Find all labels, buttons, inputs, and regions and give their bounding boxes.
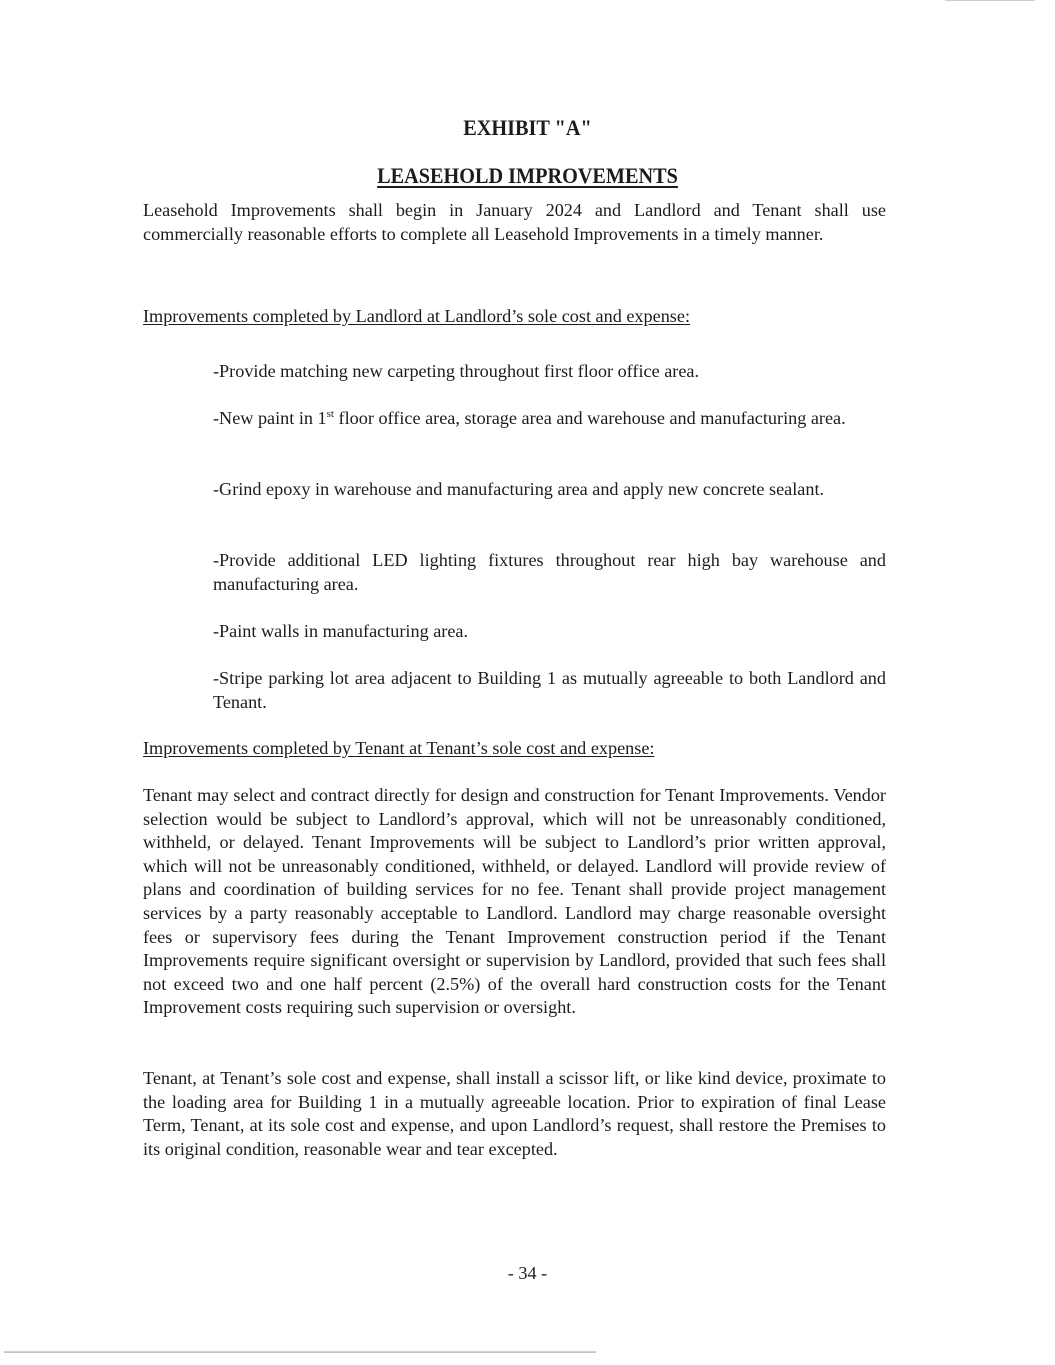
scan-artifact-line bbox=[945, 0, 1035, 1]
landlord-item-lighting: -Provide additional LED lighting fixtures throughout rear high bay warehouse and manufacturing area. bbox=[213, 550, 886, 594]
scan-artifact-line bbox=[4, 1351, 596, 1353]
ordinal-superscript: st bbox=[326, 408, 334, 420]
page-number: - 34 - bbox=[507, 1263, 548, 1283]
tenant-paragraph-design: Tenant may select and contract directly for design and construction for Tenant Improvements. Vendor selection would be subject to Landlord’s approval, which will not be unreasonably conditioned, withheld, or delayed. Tenant Improvements will be subject to Landlord’s prior written approval, which will not be unreasonably conditioned, withheld, or delayed. Landlord will provide review of plans and coordination of building services for no fee. Tenant shall provide project management services by a party reasonably acceptable to Landlord. Landlord may charge reasonable oversight fees or supervisory fees during the Tenant Improvement construction period if the Tenant Improvements require significant oversight or supervision by Landlord, provided that such fees shall not exceed two and one half percent (2.5%) of the overall hard construction costs for the Tenant Improvement costs requiring such supervision or oversight. bbox=[143, 785, 886, 1018]
landlord-item-epoxy: -Grind epoxy in warehouse and manufacturing area and apply new concrete sealant. bbox=[213, 479, 825, 499]
exhibit-title: EXHIBIT "A" bbox=[463, 115, 592, 140]
landlord-section-heading: Improvements completed by Landlord at Landlord’s sole cost and expense: bbox=[143, 306, 690, 326]
landlord-item-paint bbox=[213, 407, 886, 431]
landlord-item-paint-walls: -Paint walls in manufacturing area. bbox=[213, 621, 469, 641]
landlord-item-paint-prefix: -New paint in 1 bbox=[213, 408, 327, 428]
landlord-item-parking: -Stripe parking lot area adjacent to Building 1 as mutually agreeable to both Landlord and Tenant. bbox=[213, 668, 886, 712]
landlord-item-paint-suffix: floor office area, storage area and warehouse and manufacturing area. bbox=[334, 408, 846, 428]
intro-paragraph: Leasehold Improvements shall begin in January 2024 and Landlord and Tenant shall use commercially reasonable efforts to complete all Leasehold Improvements in a timely manner. bbox=[143, 200, 886, 244]
section-title: LEASEHOLD IMPROVEMENTS bbox=[377, 163, 678, 188]
tenant-paragraph-scissor-lift: Tenant, at Tenant’s sole cost and expense, shall install a scissor lift, or like kind device, proximate to the loading area for Building 1 in a mutually agreeable location. Prior to expiration of final Lease Term, Tenant, at its sole cost and expense, and upon Landlord’s request, shall restore the Premises to its original condition, reasonable wear and tear excepted. bbox=[143, 1068, 886, 1159]
landlord-item-carpeting: -Provide matching new carpeting throughout first floor office area. bbox=[213, 361, 700, 381]
tenant-section-heading: Improvements completed by Tenant at Tenant’s sole cost and expense: bbox=[143, 738, 655, 758]
